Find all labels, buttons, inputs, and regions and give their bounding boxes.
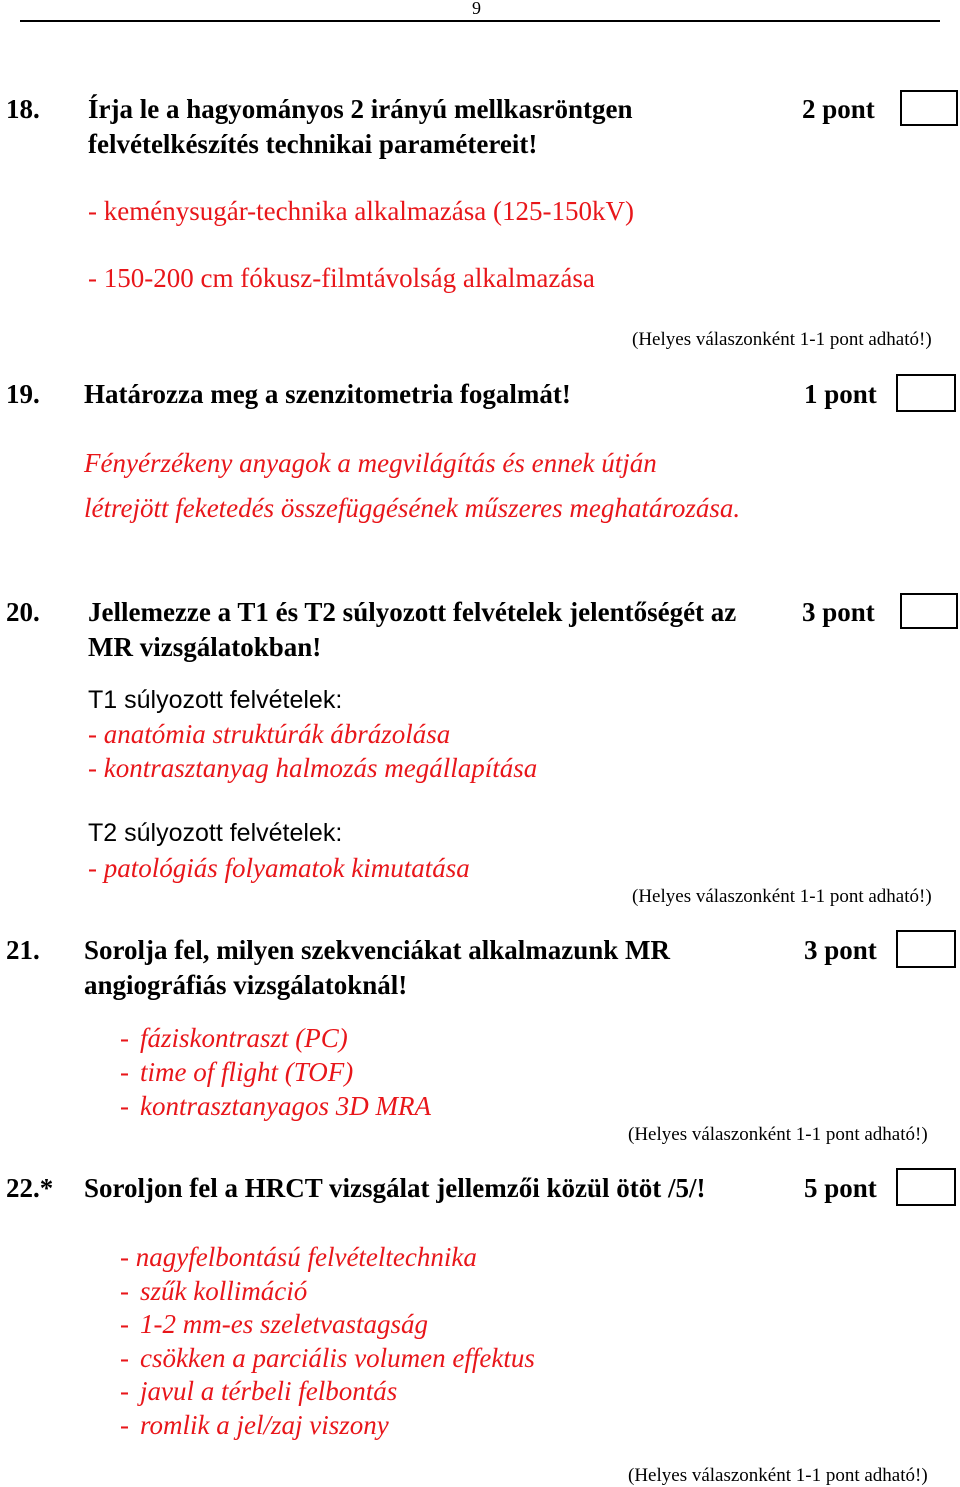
q18-scoring-note: (Helyes válaszonként 1-1 pont adható!) [632, 329, 932, 350]
q19-number: 19. [6, 379, 40, 409]
q20-text [88, 595, 736, 665]
q19-score-box[interactable] [896, 374, 956, 412]
q18-points: 2 pont [802, 94, 875, 124]
q20-t1-answer-2: - kontrasztanyag halmozás megállapítása [88, 753, 538, 783]
q18-number: 18. [6, 94, 40, 124]
q18-answer-2: - 150-200 cm fókusz-filmtávolság alkalmazása [88, 263, 595, 293]
q22-line1: Soroljon fel a HRCT vizsgálat jellemzői közül ötöt /5/! [84, 1173, 706, 1203]
q21-answer-3: - kontrasztanyagos 3D MRA [120, 1091, 431, 1121]
q21-scoring-note: (Helyes válaszonként 1-1 pont adható!) [628, 1124, 928, 1145]
q18-line1: Írja le a hagyományos 2 irányú mellkasröntgen [88, 94, 633, 124]
q18-line2: felvételkészítés technikai paramétereit! [88, 129, 538, 159]
q19-line1: Határozza meg a szenzitometria fogalmát! [84, 379, 571, 409]
q22-answer-3: - 1-2 mm-es szeletvastagság [120, 1309, 428, 1339]
q19-answer-2: létrejött feketedés összefüggésének műszeres meghatározása. [84, 493, 741, 523]
q20-points: 3 pont [802, 597, 875, 627]
q18-text [88, 92, 633, 162]
q19-answer-1: Fényérzékeny anyagok a megvilágítás és ennek útján [84, 448, 657, 478]
q20-t2-label: T2 súlyozott felvételek: [88, 819, 343, 847]
q18-score-box[interactable] [900, 90, 958, 126]
q21-score-box[interactable] [896, 930, 956, 968]
q20-line2: MR vizsgálatokban! [88, 632, 322, 662]
q22-score-box[interactable] [896, 1168, 956, 1206]
q22-scoring-note: (Helyes válaszonként 1-1 pont adható!) [628, 1465, 928, 1486]
page-number: 9 [472, 0, 481, 18]
q21-number: 21. [6, 935, 40, 965]
header-rule [20, 20, 940, 22]
q20-score-box[interactable] [900, 593, 958, 629]
q22-answer-6: - romlik a jel/zaj viszony [120, 1410, 389, 1440]
q22-answer-4: - csökken a parciális volumen effektus [120, 1343, 535, 1373]
q21-line1: Sorolja fel, milyen szekvenciákat alkalmazunk MR [84, 935, 670, 965]
q20-t1-answer-1: - anatómia struktúrák ábrázolása [88, 719, 451, 749]
q20-t2-answer-1: - patológiás folyamatok kimutatása [88, 853, 470, 883]
q22-number: 22.* [6, 1173, 54, 1203]
q21-line2: angiográfiás vizsgálatoknál! [84, 970, 408, 1000]
q22-points: 5 pont [804, 1173, 877, 1203]
q21-answer-2: - time of flight (TOF) [120, 1057, 354, 1087]
q18-answer-1: - keménysugár-technika alkalmazása (125-150kV) [88, 196, 634, 226]
q22-answer-2: - szűk kollimáció [120, 1276, 308, 1306]
q21-text [84, 933, 670, 1003]
q20-line1: Jellemezze a T1 és T2 súlyozott felvételek jelentőségét az [88, 597, 737, 627]
q21-answer-1: - fáziskontraszt (PC) [120, 1023, 348, 1053]
q22-answer-5: - javul a térbeli felbontás [120, 1376, 398, 1406]
q19-points: 1 pont [804, 379, 877, 409]
q20-number: 20. [6, 597, 40, 627]
q21-points: 3 pont [804, 935, 877, 965]
q22-answer-1: - nagyfelbontású felvételtechnika [120, 1242, 477, 1272]
q20-t1-label: T1 súlyozott felvételek: [88, 686, 343, 714]
q20-scoring-note: (Helyes válaszonként 1-1 pont adható!) [632, 886, 932, 907]
